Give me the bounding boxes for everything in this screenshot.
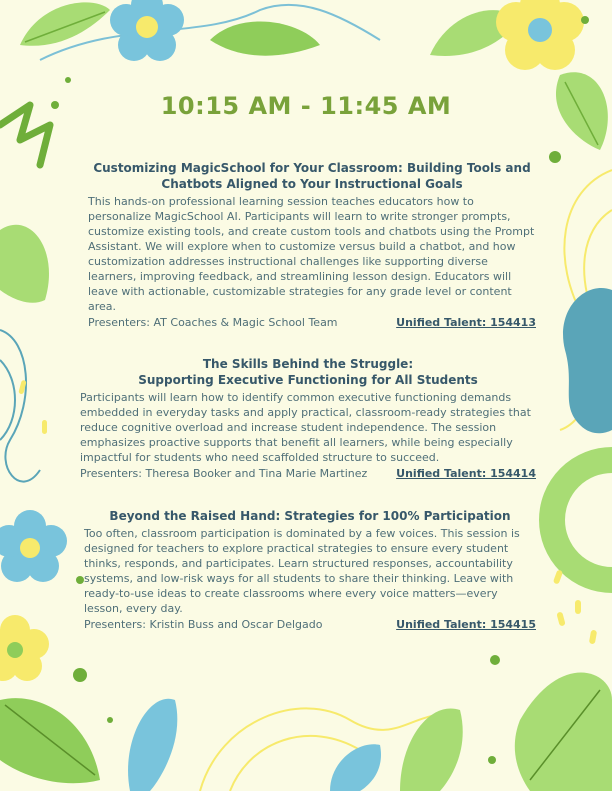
session-title [88, 160, 536, 192]
unified-talent-link[interactable]: Unified Talent: 154413 [396, 316, 536, 329]
yellow-flower-left [0, 615, 49, 681]
dot [107, 717, 113, 723]
teal-blob-right [563, 288, 612, 433]
session-time-heading: 10:15 AM - 11:45 AM [160, 92, 452, 120]
session-title [84, 508, 536, 524]
session-description: Too often, classroom participation is dominated by a few voices. This session is designed for teachers to explore practical strategies to ensure every student thinks, responds, and participates. Learn structured responses, accountability systems, and low-risk ways for all students to share their thinking. Leave with ready-to-use ideas to create classrooms where every voice matters—every lesson, every day. [84, 527, 520, 615]
blue-flower-top [110, 0, 184, 61]
session-title-line: Chatbots Aligned to Your Instructional Goals [161, 177, 463, 191]
unified-talent-link[interactable]: Unified Talent: 154415 [396, 618, 536, 631]
swirl-line-left [0, 330, 40, 482]
dot [549, 151, 561, 163]
dot [73, 668, 87, 682]
session-title-line: Supporting Executive Functioning for All Students [138, 373, 478, 387]
leaf-top-middle [210, 21, 320, 55]
presenter-row [80, 466, 536, 481]
presenters: Presenters: Kristin Buss and Oscar Delgado [84, 618, 323, 631]
leaf-bottom-right [515, 673, 612, 791]
session-card-1 [88, 160, 536, 330]
session-title-line: Beyond the Raised Hand: Strategies for 100% Participation [109, 509, 511, 523]
blue-flower-left [0, 510, 67, 582]
dot [488, 756, 496, 764]
presenters: Presenters: Theresa Booker and Tina Marie Martinez [80, 467, 368, 480]
presenters: Presenters: AT Coaches & Magic School Team [88, 316, 338, 329]
blue-leaf-bottom [128, 699, 177, 791]
session-card-3 [84, 508, 536, 632]
session-card-2 [80, 356, 536, 481]
leaf-bottom-center [400, 708, 463, 791]
session-description: This hands-on professional learning session teaches educators how to personalize MagicSchool AI. Participants will learn to write stronger prompts, customize existing tools, and create custom tools and chatbots using the Prompt Assistant. We will explore when to customize versus build a chatbot, and how customization addresses instructional challenges like supporting diverse learners, improving feedback, and streamlining lesson design. Educators will leave with actionable, customizable strategies for any grade level or content area. [88, 195, 535, 313]
green-ring-right [552, 460, 612, 580]
dot [76, 576, 84, 584]
presenter-row [84, 617, 536, 632]
session-title [80, 356, 536, 388]
blue-leaf-bottom-middle [330, 744, 381, 791]
dot [581, 16, 589, 24]
session-description: Participants will learn how to identify common executive functioning demands embedded in everyday tasks and apply practical, classroom-ready strategies that reduce cognitive overload and increase student independence. The session emphasizes proactive supports that benefit all learners, while being especially impactful for students who need scaffolded structure to succeed. [80, 391, 531, 464]
presenter-row [88, 315, 536, 330]
dot [490, 655, 500, 665]
unified-talent-link[interactable]: Unified Talent: 154414 [396, 467, 536, 480]
yellow-flower-top-right [496, 0, 584, 70]
session-title-line: Customizing MagicSchool for Your Classroom: Building Tools and [93, 161, 531, 175]
leaf-bottom-left [0, 698, 100, 783]
session-title-line: The Skills Behind the Struggle: [202, 357, 414, 371]
leaf-left-middle [0, 225, 49, 303]
dot [65, 77, 71, 83]
swirl-line-left-2 [0, 360, 15, 440]
